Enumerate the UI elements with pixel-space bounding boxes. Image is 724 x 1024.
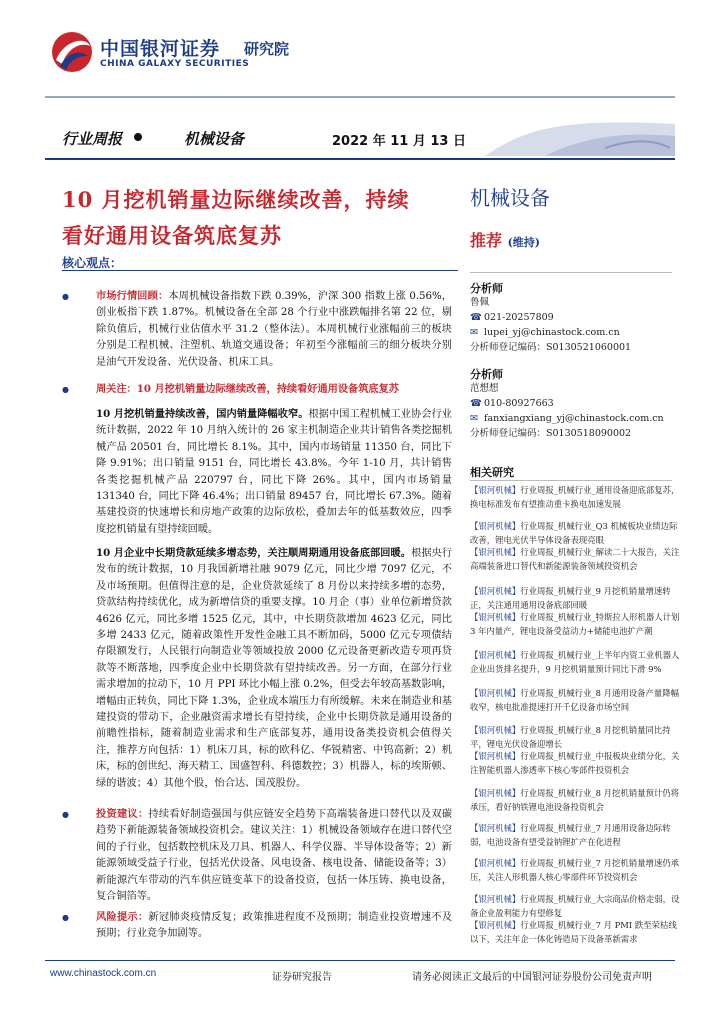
phone-icon: ☎	[470, 312, 482, 323]
related-research-heading: 相关研究	[470, 466, 514, 479]
report-title: 10 月挖机销量边际继续改善，持续 看好通用设备筑底复苏	[62, 187, 410, 248]
logo-suffix: 研究院	[244, 40, 290, 58]
core-viewpoint-heading: 核心观点：	[62, 256, 123, 270]
header-divider	[45, 96, 675, 98]
sidebar-rule	[470, 272, 672, 273]
related-item[interactable]: 【银河机械】行业周报_机械行业_7 月挖机销量增速仍承压，关注人形机器人核心零部件环节投资机会	[470, 858, 679, 882]
footer-url-link[interactable]: www.chinastock.com.cn	[50, 968, 157, 979]
analyst1-phone: ☎ 021-20257809	[470, 312, 554, 323]
footer-disclaimer-note: 请务必阅读正文最后的中国银河证券股份公司免责声明	[412, 972, 652, 983]
sidebar-sector: 机械设备	[470, 186, 550, 210]
related-rule	[470, 480, 672, 481]
investment-advice-paragraph: 投资建议：持续看好制造强国与供应链安全趋势下高端装备进口替代以及双碳趋势下新能源装备领域投资机会。建议关注：1）机械设备领域存在进口替代空间的子行业，包括数控机床及刀具、机器人、科学仪器、半导体设备等；2）新能源领域受益子行业，包括光伏设备、风电设备、核电设备、储能设备等；3）新能源汽车带动的汽车供应链变革下的设备投资，包括一体压铸、换电设备，复合铜箔等。	[96, 808, 452, 903]
footer-rule	[45, 960, 675, 961]
analyst2-phone: ☎ 010-80927663	[470, 398, 554, 409]
analyst1-heading: 分析师	[470, 282, 503, 295]
analyst1-email[interactable]: ✉ lupei_yj@chinastock.com.cn	[470, 327, 620, 338]
related-item[interactable]: 【银河机械】行业周报_机械行业_上半年内资工业机器人企业出货排名提升，9 月挖机销量预计同比下滑 9%	[470, 650, 680, 674]
analyst2-name: 范想想	[470, 383, 499, 394]
industry-label: 机械设备	[184, 130, 245, 148]
phone-icon: ☎	[470, 398, 482, 409]
logo-chinese-name: 中国银河证券	[100, 38, 221, 60]
bullet-icon: ●	[62, 913, 69, 922]
bullet-icon: ●	[62, 385, 69, 394]
related-item[interactable]: 【银河机械】行业周报_机械行业_通用设备迎底部复苏，换电标准发布有望推动重卡换电加速发展	[470, 485, 680, 509]
report-date: 2022 年 11 月 13 日	[332, 134, 466, 149]
separator-dot-icon	[134, 133, 142, 141]
related-item[interactable]: 【银河机械】行业周报_机械行业_解读二十大报告，关注高端装备进口替代和新能源装备领域投资机会	[470, 547, 680, 571]
analyst1-cert: 分析师登记编码：S0130521060001	[470, 342, 632, 353]
email-icon: ✉	[470, 327, 478, 338]
risk-warning-paragraph: 风险提示：新冠肺炎疫情反复；政策推进程度不及预期；制造业投资增速不及预期；行业竞争加剧等。	[96, 911, 452, 940]
footer-center-label: 证券研究报告	[272, 972, 332, 983]
loan-equipment-paragraph: 10 月企业中长期贷款延续多增态势，关注顺周期通用设备底部回暖。根据央行发布的统计数据，10 月我国新增社融 9079 亿元，同比少增 7097 亿元，不及市场预期。但值得注意的是，企业贷款延续了 8 月份以来持续多增的态势，贷款结构持续优化，成为新增信贷的重要支撑。10 月企（事）业单位新增贷款 4626 亿元，同比多增 1525 亿元，其中，中长期贷款增加 4623 亿元，同比多增 2433 亿元，随着政策性开发性金融工具不断加码，5000 亿元专项债结存限额发行，人民银行向制造业等领域投放 2000 亿元设备更新改造专项再贷款等不断落地，四季度企业中长期贷款有望持续改善。另一方面，在部分行业需求增加的拉动下，10 月 PPI 环比小幅上涨 0.2%，但受去年较高基数影响，增幅由正转负，同比下降 1.3%，企业成本端压力有所缓解。未来在制造业和基建投资的带动下，企业融资需求增长有望持续，企业中长期贷款是通用设备的前瞻性指标，随着制造业需求和生产底部复苏，通用设备类投资机会值得关注，推荐方向包括：1）机床刀具，标的欧科亿、华锐精密、中钨高新；2）机床，标的创世纪、海天精工、国盛智科、科德数控；3）机器人，标的埃斯顿、绿的谐波；4）其他个股，怡合达、国茂股份。	[96, 547, 452, 789]
related-item[interactable]: 【银河机械】行业周报_机械行业_8 月挖机销量同比持平，锂电光伏设备迎增长	[470, 725, 671, 749]
email-icon: ✉	[470, 413, 478, 424]
logo-english-name: CHINA GALAXY SECURITIES	[100, 59, 250, 69]
core-rule	[62, 270, 458, 271]
excavator-sales-paragraph: 10 月挖机销量持续改善，国内销量降幅收窄。根据中国工程机械工业协会行业统计数据，2022 年 10 月纳入统计的 26 家主机制造企业共计销售各类挖掘机械产品 20501 台，同比增长 8.1%。其中，国内市场销量 11350 台，同比下降 9.91%；出口销量 9151 台，同比增长 43.8%。今年 1-10 月，共计销售各类挖掘机械产品 220797 台，同比下降 26%。其中，国内市场销量 131340 台，同比下降 46.4%；出口销量 89457 台，同比增长 67.3%。随着基建投资的快速增长和房地产政策的边际放松，叠加去年的低基数效应，四季度挖机销量有望持续回暖。	[96, 408, 452, 535]
related-item[interactable]: 【银河机械】行业周报_机械行业_8 月挖机销量预计仍将承压，看好钠铁锂电池设备投资机会	[470, 788, 679, 812]
analyst2-heading: 分析师	[470, 368, 503, 381]
related-item[interactable]: 【银河机械】行业周报_机械行业_中报板块业绩分化，关注智能机器人渗透率下核心零部件投资机会	[470, 751, 680, 775]
related-item[interactable]: 【银河机械】行业周报_机械行业_Q3 机械板块业绩边际改善，锂电光伏半导体设备表现亮眼	[470, 521, 678, 545]
analyst1-name: 鲁佩	[470, 297, 490, 308]
galaxy-logo-icon	[50, 30, 94, 74]
market-review-paragraph: 市场行情回顾：本周机械设备指数下跌 0.39%，沪深 300 指数上涨 0.56%，创业板指下跌 1.87%。机械设备在全部 28 个行业中涨跌幅排名第 22 位，剔除负值后，机械行业估值水平 31.2（整体法）。本周机械行业涨幅前三的板块分别是工程机械、注塑机、轨道交通设备；年初至今涨幅前三的细分板块分别是油气开发设备、光伏设备、机床工具。	[96, 290, 453, 368]
rating: 推荐 (维持)	[470, 231, 541, 250]
header-bottom-rule	[45, 158, 675, 160]
related-item[interactable]: 【银河机械】行业周报_机械行业_大宗商品价格走弱，设备企业盈利能力有望修复	[470, 894, 680, 918]
bullet-icon: ●	[62, 810, 69, 819]
bullet-icon: ●	[62, 292, 69, 301]
related-item[interactable]: 【银河机械】行业周报_机械行业_8 月通用设备产量降幅收窄，核电批准提速打开千亿设备市场空间	[470, 688, 679, 712]
weekly-focus-heading: 周关注：10 月挖机销量边际继续改善，持续看好通用设备筑底复苏	[96, 383, 399, 395]
analyst2-email[interactable]: ✉ fanxiangxiang_yj@chinastock.com.cn	[470, 413, 664, 424]
related-item[interactable]: 【银河机械】行业周报_机械行业_7 月通用设备边际转弱，电池设备有望受益钠锂扩产在化进程	[470, 823, 671, 847]
report-type-label: 行业周报	[62, 130, 123, 148]
related-item[interactable]: 【银河机械】行业周报_机械行业_9 月挖机销量增速转正，关注通用通用设备底部回暖	[470, 586, 671, 610]
analyst2-cert: 分析师登记编码：S0130518090002	[470, 428, 632, 439]
related-item[interactable]: 【银河机械】行业周报_机械行业_7 月 PMI 跌至荣枯线以下，关注年企一体化铸造局下设备革新需求	[470, 920, 677, 944]
related-item[interactable]: 【银河机械】行业周报_机械行业_特斯拉人形机器人计划 3 年内量产，锂电设备受益动力+储能电池扩产潮	[470, 612, 680, 636]
